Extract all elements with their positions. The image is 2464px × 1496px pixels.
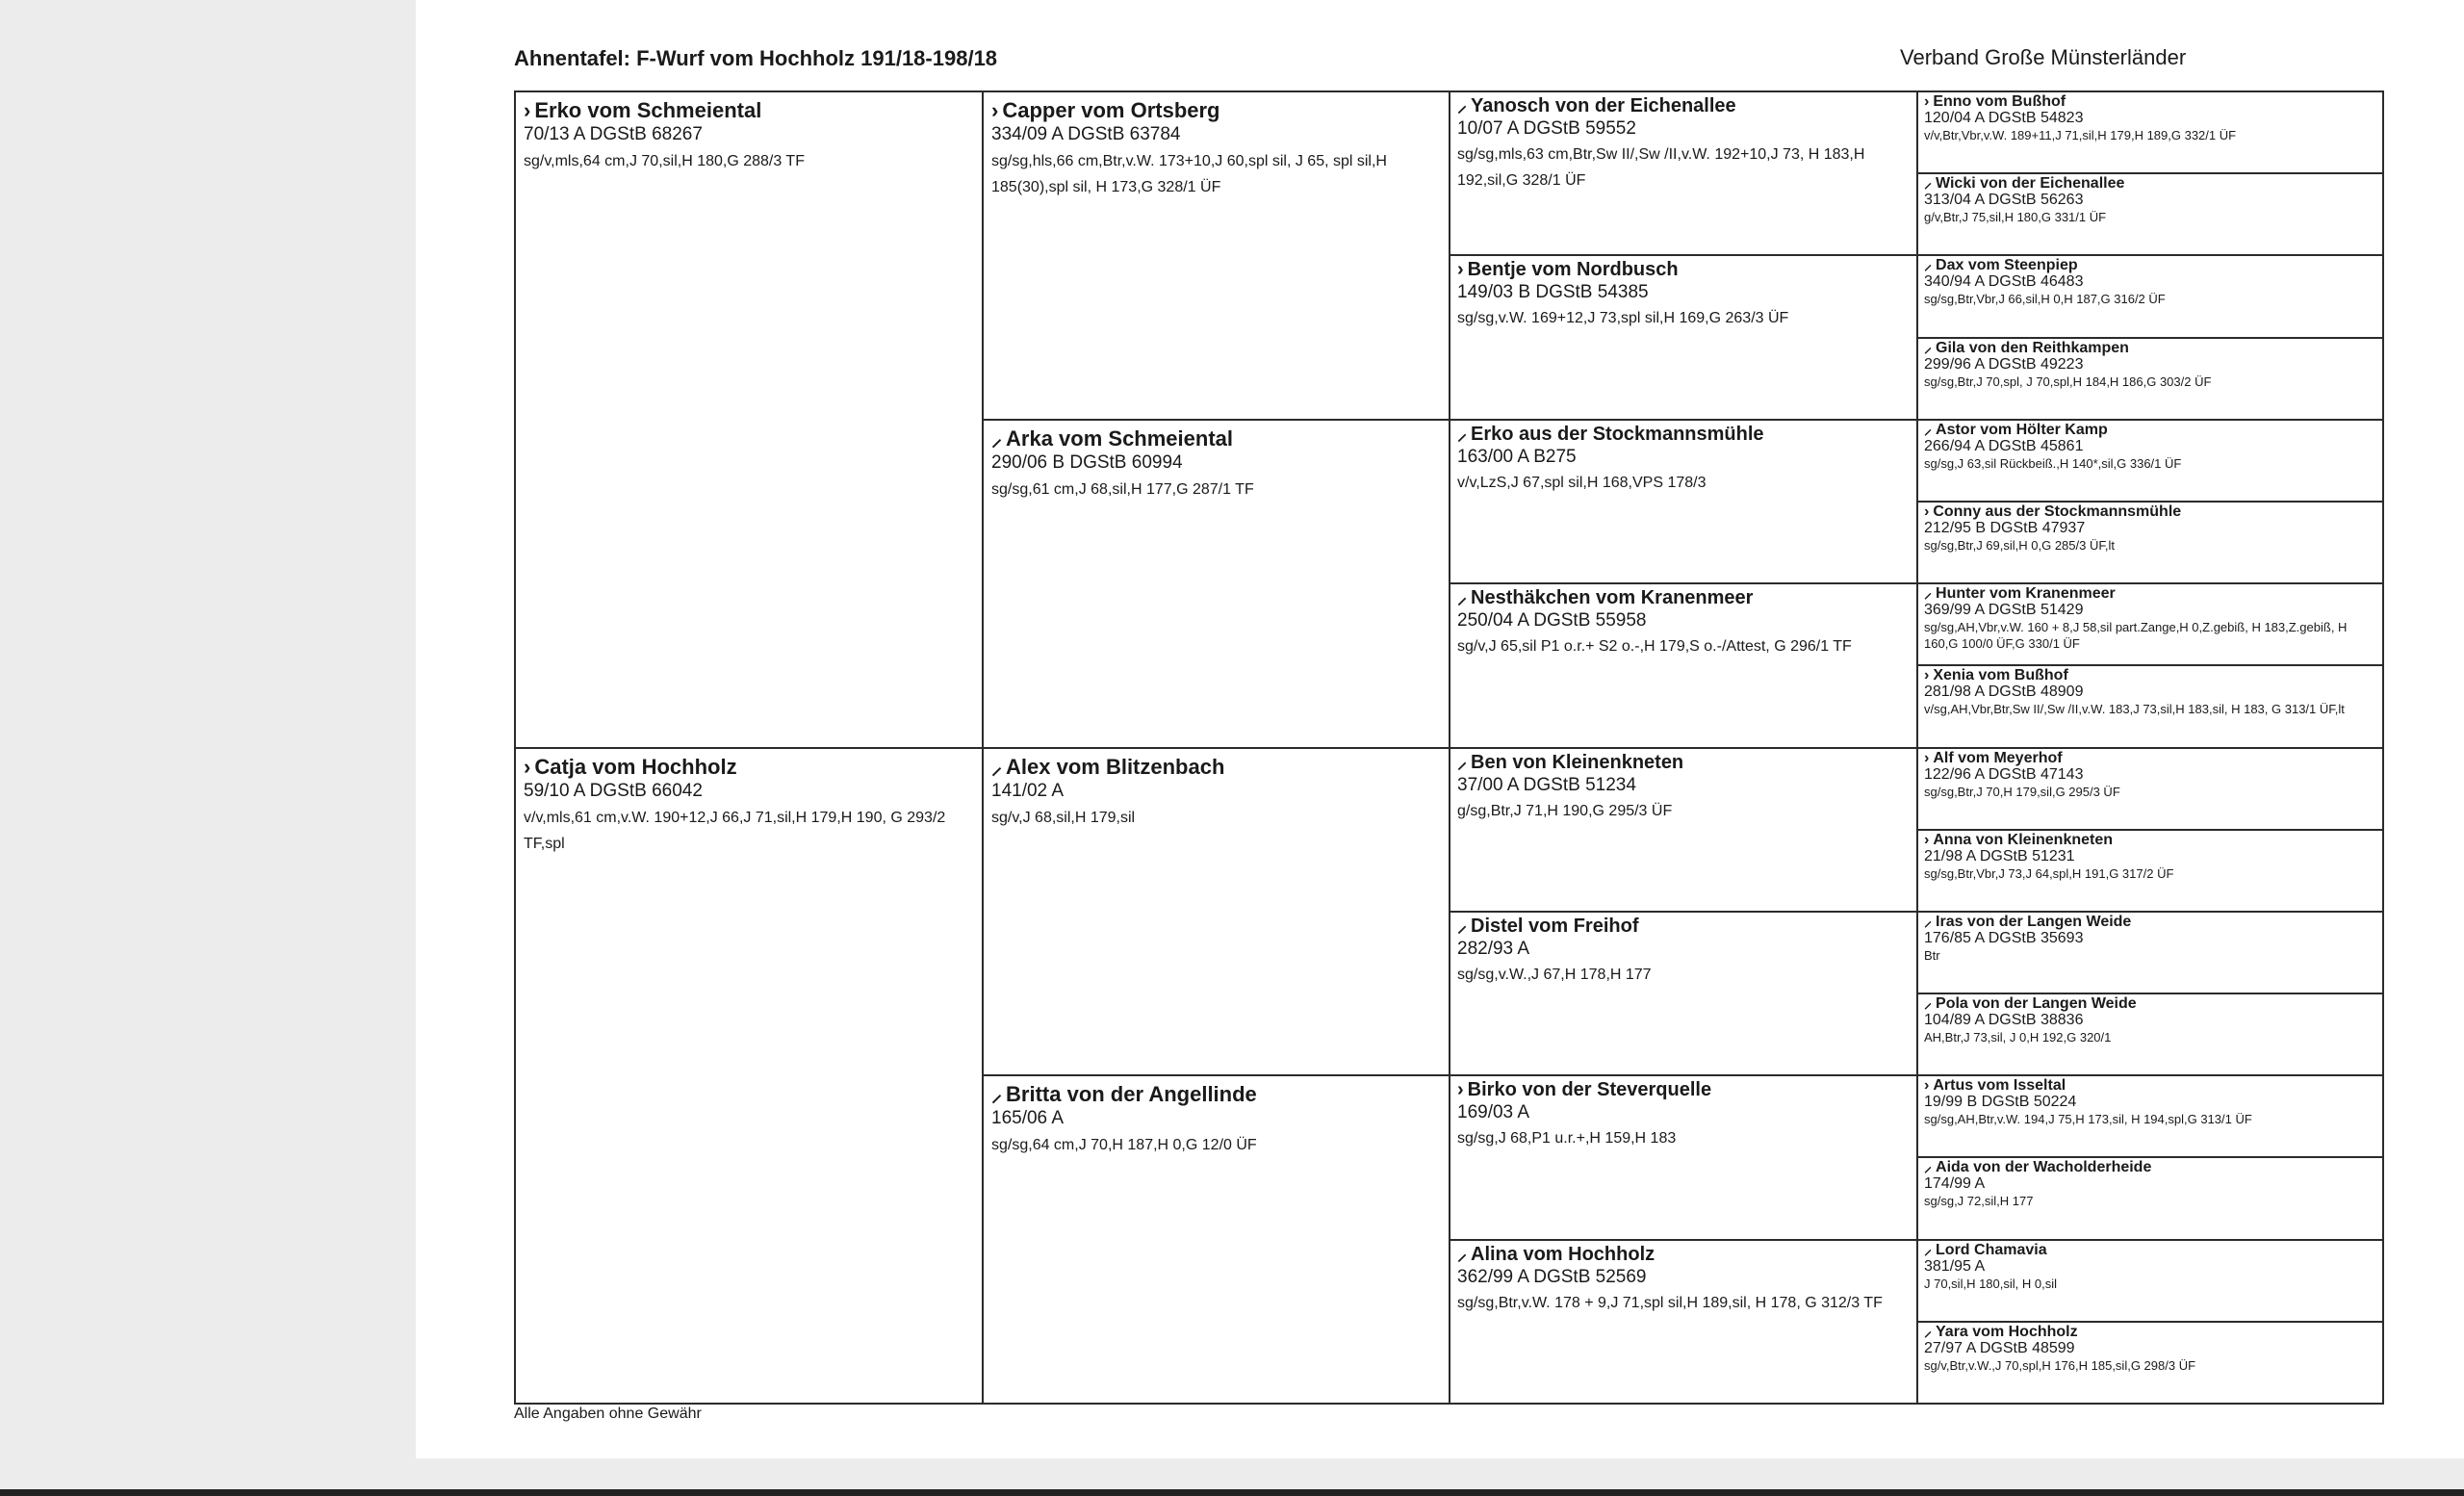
ancestor-cell-gen2 — [982, 747, 1450, 1077]
ancestor-name: Aida von der Wacholderheide — [1936, 1159, 2152, 1176]
registration-number: 266/94 A DGStB 45861 — [1924, 437, 2084, 454]
ancestor-cell-gen4 — [1916, 1156, 2384, 1240]
ancestor-name-row — [1924, 93, 2376, 110]
ancestor-name-row — [1924, 585, 2376, 602]
registration-number: 10/07 A DGStB 59552 — [1457, 118, 1636, 139]
ancestor-name-row — [1924, 257, 2376, 273]
registration-number: 19/99 B DGStB 50224 — [1924, 1094, 2077, 1111]
male-symbol-icon: › — [1457, 1079, 1464, 1101]
ancestor-cell-gen4 — [1916, 829, 2384, 913]
ancestor-name-row — [1924, 750, 2376, 766]
registration-number: 27/97 A DGStB 48599 — [1924, 1339, 2075, 1356]
female-symbol-icon: ⸝ — [1457, 1243, 1467, 1265]
performance-details: sg/sg,hls,66 cm,Btr,v.W. 173+10,J 60,spl sil, J 65, spl sil,H 185(30),spl sil, H 173,G 328/1 ÜF — [991, 153, 1387, 195]
male-symbol-icon: › — [1924, 1077, 1930, 1095]
ancestor-name: Pola von der Langen Weide — [1936, 995, 2137, 1013]
ancestor-cell-gen3 — [1449, 90, 1918, 256]
performance-details: sg/sg,mls,63 cm,Btr,Sw II/,Sw /II,v.W. 192+10,J 73, H 183,H 192,sil,G 328/1 ÜF — [1457, 146, 1865, 189]
performance-details: sg/sg,J 63,sil Rückbeiß.,H 140*,sil,G 336/1 ÜF — [1924, 455, 2182, 471]
registration-number: 104/89 A DGStB 38836 — [1924, 1012, 2084, 1029]
ancestor-name-row — [1924, 1159, 2376, 1175]
ancestor-cell-gen2 — [982, 419, 1450, 749]
ancestor-name: Yanosch von der Eichenallee — [1471, 95, 1736, 116]
ancestor-name: Erko vom Schmeiental — [534, 98, 762, 122]
ancestor-name-row — [524, 98, 974, 123]
performance-details: v/v,Btr,Vbr,v.W. 189+11,J 71,sil,H 179,H 189,G 332/1 ÜF — [1924, 128, 2237, 142]
ancestor-name-row — [524, 755, 974, 780]
performance-details: sg/sg,64 cm,J 70,H 187,H 0,G 12/0 ÜF — [991, 1137, 1257, 1154]
ancestor-cell-gen4 — [1916, 254, 2384, 338]
female-symbol-icon: ⸝ — [1924, 175, 1933, 193]
ancestor-name-row — [1457, 423, 1910, 446]
registration-number: 141/02 A — [991, 780, 1065, 801]
ancestor-cell-gen4 — [1916, 911, 2384, 994]
registration-number: 381/95 A — [1924, 1257, 1986, 1275]
male-symbol-icon: › — [1924, 503, 1930, 520]
performance-details: sg/v,J 65,sil P1 o.r.+ S2 o.-,H 179,S o.-/Attest, G 296/1 TF — [1457, 638, 1852, 656]
ancestor-name-row — [1924, 832, 2376, 848]
ancestor-name: Distel vom Freihof — [1471, 915, 1639, 937]
female-symbol-icon: ⸝ — [991, 1082, 1003, 1107]
registration-number: 282/93 A — [1457, 938, 1530, 959]
performance-details: Btr — [1924, 947, 1940, 963]
registration-number: 21/98 A DGStB 51231 — [1924, 847, 2075, 864]
ancestor-name-row — [1924, 340, 2376, 356]
performance-details: g/v,Btr,J 75,sil,H 180,G 331/1 ÜF — [1924, 210, 2107, 225]
performance-details: sg/sg,Btr,v.W. 178 + 9,J 71,spl sil,H 189,sil, H 178, G 312/3 TF — [1457, 1294, 1883, 1311]
female-symbol-icon: ⸝ — [991, 426, 1003, 451]
registration-number: 313/04 A DGStB 56263 — [1924, 192, 2084, 209]
performance-details: g/sg,Btr,J 71,H 190,G 295/3 ÜF — [1457, 802, 1673, 819]
organization-name: Verband Große Münsterländer — [1900, 45, 2187, 69]
ancestor-name: Conny aus der Stockmannsmühle — [1933, 503, 2182, 520]
ancestor-name: Britta von der Angellinde — [1006, 1082, 1257, 1107]
male-symbol-icon: › — [1924, 749, 1930, 766]
ancestor-name: Enno vom Bußhof — [1933, 93, 2066, 110]
ancestor-name-row — [1457, 258, 1910, 281]
ancestor-name-row — [1457, 1078, 1910, 1101]
registration-number: 163/00 A B275 — [1457, 446, 1577, 467]
performance-details: J 70,sil,H 180,sil, H 0,sil — [1924, 1276, 2057, 1291]
ancestor-cell-gen4 — [1916, 582, 2384, 666]
ancestor-name: Erko aus der Stockmannsmühle — [1471, 423, 1764, 445]
ancestor-name: Artus vom Isseltal — [1933, 1077, 2066, 1095]
ancestor-cell-gen4 — [1916, 1074, 2384, 1158]
ancestor-name-row — [1924, 995, 2376, 1012]
ancestor-name: Lord Chamavia — [1936, 1241, 2047, 1258]
ancestor-name: Astor vom Hölter Kamp — [1936, 421, 2108, 438]
ancestor-name: Alf vom Meyerhof — [1933, 749, 2063, 766]
ancestor-name: Wicki von der Eichenallee — [1936, 175, 2125, 193]
ancestor-cell-gen4 — [1916, 1321, 2384, 1405]
female-symbol-icon: ⸝ — [1457, 423, 1467, 445]
male-symbol-icon: › — [524, 754, 531, 779]
ancestor-name: Gila von den Reithkampen — [1936, 339, 2129, 356]
ancestor-cell-gen3 — [1449, 1074, 1918, 1240]
performance-details: sg/v,Btr,v.W.,J 70,spl,H 176,H 185,sil,G 298/3 ÜF — [1924, 1357, 2196, 1373]
ancestor-name: Nesthäkchen vom Kranenmeer — [1471, 587, 1754, 609]
ancestor-name-row — [991, 755, 1441, 780]
ancestor-cell-gen2 — [982, 90, 1450, 421]
ancestor-name: Birko von der Steverquelle — [1467, 1079, 1712, 1101]
ancestor-name-row — [1924, 1077, 2376, 1094]
registration-number: 369/99 A DGStB 51429 — [1924, 602, 2084, 619]
performance-details: v/v,LzS,J 67,spl sil,H 168,VPS 178/3 — [1457, 474, 1707, 491]
ancestor-cell-gen4 — [1916, 501, 2384, 584]
registration-number: 299/96 A DGStB 49223 — [1924, 355, 2084, 373]
performance-details: sg/sg,Btr,Vbr,J 73,J 64,spl,H 191,G 317/2 ÜF — [1924, 865, 2174, 881]
registration-number: 340/94 A DGStB 46483 — [1924, 273, 2084, 291]
ancestor-cell-gen4 — [1916, 337, 2384, 421]
registration-number: 169/03 A — [1457, 1102, 1530, 1123]
performance-details: sg/sg,v.W. 169+12,J 73,spl sil,H 169,G 263/3 ÜF — [1457, 310, 1789, 327]
ancestor-name: Anna von Kleinenkneten — [1933, 831, 2114, 848]
male-symbol-icon: › — [524, 98, 531, 122]
ancestor-name: Capper vom Ortsberg — [1002, 98, 1220, 122]
ancestor-name-row — [1924, 422, 2376, 438]
female-symbol-icon: ⸝ — [1457, 751, 1467, 773]
performance-details: sg/sg,J 72,sil,H 177 — [1924, 1194, 2034, 1209]
performance-details: v/sg,AH,Vbr,Btr,Sw II/,Sw /II,v.W. 183,J 73,sil,H 183,sil, H 183, G 313/1 ÜF,lt — [1924, 702, 2345, 717]
ancestor-cell-gen4 — [1916, 993, 2384, 1076]
male-symbol-icon: › — [1924, 93, 1930, 110]
male-symbol-icon: › — [991, 98, 999, 122]
male-symbol-icon: › — [1924, 667, 1930, 684]
female-symbol-icon: ⸝ — [1457, 915, 1467, 937]
registration-number: 174/99 A — [1924, 1175, 1986, 1193]
male-symbol-icon: › — [1924, 831, 1930, 848]
registration-number: 250/04 A DGStB 55958 — [1457, 610, 1647, 632]
ancestor-name-row — [1457, 1243, 1910, 1266]
registration-number: 120/04 A DGStB 54823 — [1924, 110, 2084, 126]
ancestor-name-row — [1924, 914, 2376, 930]
female-symbol-icon: ⸝ — [1924, 995, 1933, 1013]
ancestor-cell-gen4 — [1916, 747, 2384, 831]
ancestor-cell-gen1 — [514, 90, 984, 749]
registration-number: 176/85 A DGStB 35693 — [1924, 929, 2084, 946]
ancestor-name-row — [1924, 667, 2376, 684]
registration-number: 59/10 A DGStB 66042 — [524, 780, 703, 801]
ancestor-cell-gen4 — [1916, 664, 2384, 748]
ancestor-cell-gen4 — [1916, 419, 2384, 503]
female-symbol-icon: ⸝ — [1924, 1159, 1933, 1176]
performance-details: v/v,mls,61 cm,v.W. 190+12,J 66,J 71,sil,H 179,H 190, G 293/2 TF,spl — [524, 809, 946, 852]
ancestor-cell-gen3 — [1449, 747, 1918, 913]
pedigree-title: Ahnentafel: F-Wurf vom Hochholz 191/18-198/18 — [514, 46, 998, 70]
performance-details: sg/sg,61 cm,J 68,sil,H 177,G 287/1 TF — [991, 480, 1254, 498]
ancestor-cell-gen2 — [982, 1074, 1450, 1405]
male-symbol-icon: › — [1457, 259, 1464, 281]
ancestor-name-row — [1924, 503, 2376, 520]
ancestor-cell-gen4 — [1916, 90, 2384, 174]
registration-number: 212/95 B DGStB 47937 — [1924, 519, 2086, 536]
ancestor-name-row — [1457, 751, 1910, 774]
ancestor-name-row — [1457, 94, 1910, 117]
performance-details: sg/sg,AH,Btr,v.W. 194,J 75,H 173,sil, H 194,spl,G 313/1 ÜF — [1924, 1112, 2252, 1127]
ancestor-name-row — [1924, 1324, 2376, 1340]
registration-number: 122/96 A DGStB 47143 — [1924, 765, 2084, 783]
registration-number: 149/03 B DGStB 54385 — [1457, 282, 1649, 303]
female-symbol-icon: ⸝ — [1457, 95, 1467, 116]
female-symbol-icon: ⸝ — [1924, 257, 1933, 274]
registration-number: 362/99 A DGStB 52569 — [1457, 1266, 1647, 1287]
registration-number: 281/98 A DGStB 48909 — [1924, 684, 2084, 701]
ancestor-name: Catja vom Hochholz — [534, 754, 737, 779]
ancestor-name: Arka vom Schmeiental — [1006, 426, 1233, 451]
ancestor-name: Bentje vom Nordbusch — [1467, 259, 1679, 281]
female-symbol-icon: ⸝ — [1924, 339, 1933, 356]
ancestor-name-row — [1924, 1242, 2376, 1258]
performance-details: sg/sg,Btr,J 70,H 179,sil,G 295/3 ÜF — [1924, 784, 2120, 799]
ancestor-name: Iras von der Langen Weide — [1936, 913, 2132, 930]
female-symbol-icon: ⸝ — [1924, 1323, 1933, 1340]
ancestor-cell-gen3 — [1449, 254, 1918, 420]
performance-details: sg/sg,J 68,P1 u.r.+,H 159,H 183 — [1457, 1130, 1677, 1148]
ancestor-cell-gen3 — [1449, 419, 1918, 584]
ancestor-name: Dax vom Steenpiep — [1936, 257, 2078, 274]
ancestor-name-row — [991, 98, 1441, 123]
ancestor-cell-gen3 — [1449, 582, 1918, 748]
ancestor-cell-gen3 — [1449, 911, 1918, 1076]
ancestor-name: Ben von Kleinenkneten — [1471, 751, 1684, 773]
performance-details: sg/v,J 68,sil,H 179,sil — [991, 809, 1136, 826]
ancestor-name-row — [991, 1082, 1441, 1107]
ancestor-name: Xenia vom Bußhof — [1933, 667, 2068, 684]
ancestor-name-row — [991, 426, 1441, 451]
registration-number: 334/09 A DGStB 63784 — [991, 124, 1181, 144]
registration-number: 165/06 A — [991, 1108, 1065, 1129]
female-symbol-icon: ⸝ — [991, 754, 1003, 779]
performance-details: sg/sg,v.W.,J 67,H 178,H 177 — [1457, 966, 1652, 983]
screen-bottom-edge — [0, 1489, 2464, 1496]
ancestor-name: Yara vom Hochholz — [1936, 1323, 2078, 1340]
performance-details: sg/sg,Btr,J 69,sil,H 0,G 285/3 ÜF,lt — [1924, 537, 2115, 553]
ancestor-name: Alex vom Blitzenbach — [1006, 754, 1225, 779]
performance-details: sg/sg,AH,Vbr,v.W. 160 + 8,J 58,sil part.Zange,H 0,Z.gebiß, H 183,Z.gebiß, H 160,G 100/0 ÜF,G 330/1 ÜF — [1924, 620, 2348, 652]
registration-number: 70/13 A DGStB 68267 — [524, 124, 703, 144]
female-symbol-icon: ⸝ — [1924, 913, 1933, 930]
disclaimer-note: Alle Angaben ohne Gewähr — [514, 1406, 702, 1422]
female-symbol-icon: ⸝ — [1924, 421, 1933, 438]
ancestor-name: Alina vom Hochholz — [1471, 1243, 1656, 1265]
performance-details: sg/sg,Btr,Vbr,J 66,sil,H 0,H 187,G 316/2 ÜF — [1924, 292, 2166, 307]
ancestor-cell-gen4 — [1916, 1239, 2384, 1323]
ancestor-name-row — [1457, 915, 1910, 938]
ancestor-cell-gen1 — [514, 747, 984, 1406]
performance-details: sg/sg,Btr,J 70,spl, J 70,spl,H 184,H 186,G 303/2 ÜF — [1924, 374, 2212, 389]
ancestor-cell-gen4 — [1916, 172, 2384, 256]
ancestor-name: Hunter vom Kranenmeer — [1936, 585, 2116, 603]
ancestor-name-row — [1457, 586, 1910, 609]
female-symbol-icon: ⸝ — [1924, 1241, 1933, 1258]
female-symbol-icon: ⸝ — [1457, 587, 1467, 609]
performance-details: sg/v,mls,64 cm,J 70,sil,H 180,G 288/3 TF — [524, 153, 805, 169]
ancestor-cell-gen3 — [1449, 1239, 1918, 1405]
performance-details: AH,Btr,J 73,sil, J 0,H 192,G 320/1 — [1924, 1030, 2112, 1045]
registration-number: 290/06 B DGStB 60994 — [991, 451, 1183, 473]
ancestor-name-row — [1924, 175, 2376, 192]
female-symbol-icon: ⸝ — [1924, 585, 1933, 603]
registration-number: 37/00 A DGStB 51234 — [1457, 774, 1636, 795]
